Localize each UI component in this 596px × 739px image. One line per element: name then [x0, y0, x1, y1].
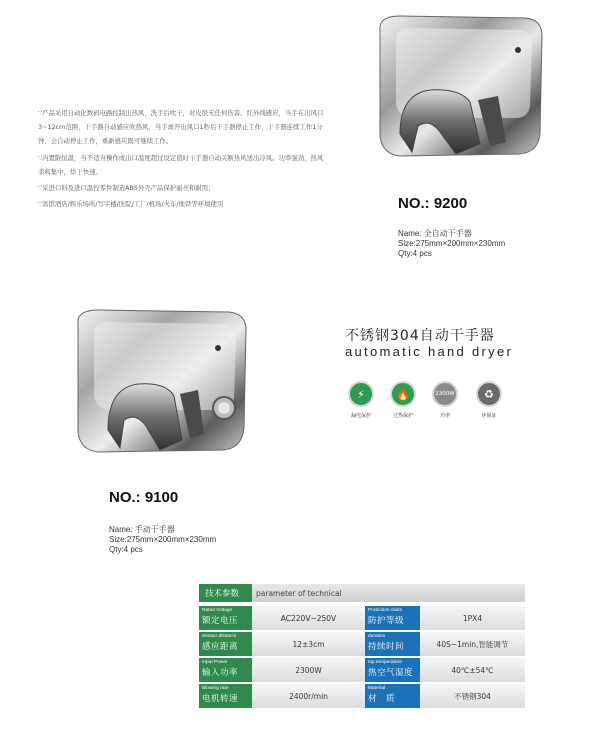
- spec-table: [199, 582, 525, 708]
- spec-key-cn: 防护等级: [368, 616, 405, 626]
- spec-key-en: Material: [368, 686, 386, 691]
- spec-key-en: Input Power: [202, 660, 228, 665]
- spec-key-cn: 电机转速: [202, 694, 239, 704]
- spec-key-cn: 额定电压: [202, 616, 239, 626]
- overheat-protection-badge: [387, 381, 419, 419]
- spec-value: AC220V~250V: [252, 606, 365, 630]
- eco-certified-badge: [473, 381, 505, 419]
- eco-certified-icon: ♻: [476, 381, 502, 407]
- leakage-protection-icon: ⚡: [348, 381, 374, 407]
- spec-key-en: top temperature: [368, 660, 402, 665]
- spec-row: [199, 606, 525, 630]
- spec-value: 12±3cm: [252, 632, 365, 656]
- model-info-9200: [398, 229, 505, 259]
- spec-key: [199, 632, 252, 656]
- spec-value: 40S~1min,智能调节: [420, 632, 525, 656]
- spec-key-cn: 感应距离: [202, 642, 239, 652]
- leakage-protection-badge: [345, 381, 377, 419]
- overheat-protection-icon: 🔥: [390, 381, 416, 407]
- model-qty: Qty:4 pcs: [109, 545, 143, 554]
- spec-key-en: Rated Voltage: [202, 608, 233, 613]
- feature-list: [38, 106, 328, 213]
- spec-row: [199, 658, 525, 682]
- spec-key-en: Sensor distance: [202, 634, 237, 639]
- spec-value: 2400r/min: [252, 684, 365, 708]
- power-icon: 2300W: [432, 381, 458, 407]
- spec-key: [199, 684, 252, 708]
- model-name: Name: 手动干手器: [109, 525, 175, 534]
- spec-row: [199, 684, 525, 708]
- spec-key: [365, 606, 420, 630]
- power-badge: [429, 381, 461, 419]
- spec-value: 40℃±54℃: [420, 658, 525, 682]
- product-image-9100: [68, 308, 258, 458]
- model-size: Size:275mm×200mm×230mm: [398, 239, 506, 248]
- spec-value: 2300W: [252, 658, 365, 682]
- feature-item: ∵内置限恒温，当不适当操作或出口温度超过设定值时干手器自动关断热风送出冷风。功率强劲，热风柔和集中，烘干快速。: [38, 153, 324, 176]
- spec-value: 不锈钢304: [420, 684, 525, 708]
- spec-key-en: Blowing rate: [202, 686, 229, 691]
- power-label: 功率: [439, 413, 450, 419]
- spec-key-cn: 材 质: [368, 694, 396, 704]
- spec-header: [199, 582, 525, 604]
- spec-key-en: duration: [368, 634, 386, 639]
- spec-key: [365, 658, 420, 682]
- spec-header-en: parameter of technical: [252, 584, 525, 602]
- feature-item: ∵采进口料及进口温控零件制造ABS外壳产品保护丽亮和耐用；: [38, 184, 215, 193]
- overheat-protection-label: 过热保护: [392, 413, 413, 419]
- model-qty: Qty:4 pcs: [398, 249, 432, 258]
- product-title-cn: 不锈钢304自动干手器: [345, 328, 495, 344]
- feature-item: ∵产品采用自动化数码电路控制出热风，洗手后吹干，对皮肤无任何伤害。红外线感应，当手在出风口3~12cm范围，干手器自动感应吹热风，当手离开出风口1秒后干手器停止工作，干手器连续工作1分钟，会自动停止工作，重新感应既可继续工作。: [38, 109, 324, 146]
- spec-header-cn: 技术参数: [199, 584, 252, 602]
- leakage-protection-label: 漏电保护: [350, 413, 371, 419]
- spec-key-cn: 持续时间: [368, 642, 405, 652]
- spec-key: [199, 606, 252, 630]
- model-number-9200: NO.: 9200: [398, 195, 468, 212]
- model-size: Size:275mm×200mm×230mm: [109, 535, 217, 544]
- feature-item: ∵宾馆酒店/娱乐场所/写字楼/医院/工厂/机场/火车/地铁等环境使用: [38, 200, 224, 209]
- spec-key-cn: 热空气湿度: [368, 668, 414, 678]
- spec-key: [199, 658, 252, 682]
- spec-key-en: Protection class: [368, 608, 402, 613]
- spec-row: [199, 632, 525, 656]
- feature-icons: [345, 381, 515, 431]
- model-name: Name: 全自动干手器: [398, 229, 472, 238]
- model-info-9100: [109, 525, 216, 555]
- eco-certified-label: 环保证: [481, 413, 497, 419]
- product-title-en: automatic hand dryer: [345, 344, 514, 359]
- model-number-9100: NO.: 9100: [109, 489, 179, 506]
- spec-value: 1PX4: [420, 606, 525, 630]
- spec-key-cn: 输入功率: [202, 668, 239, 678]
- spec-key: [365, 684, 420, 708]
- spec-key: [365, 632, 420, 656]
- product-image-9200: [360, 14, 550, 166]
